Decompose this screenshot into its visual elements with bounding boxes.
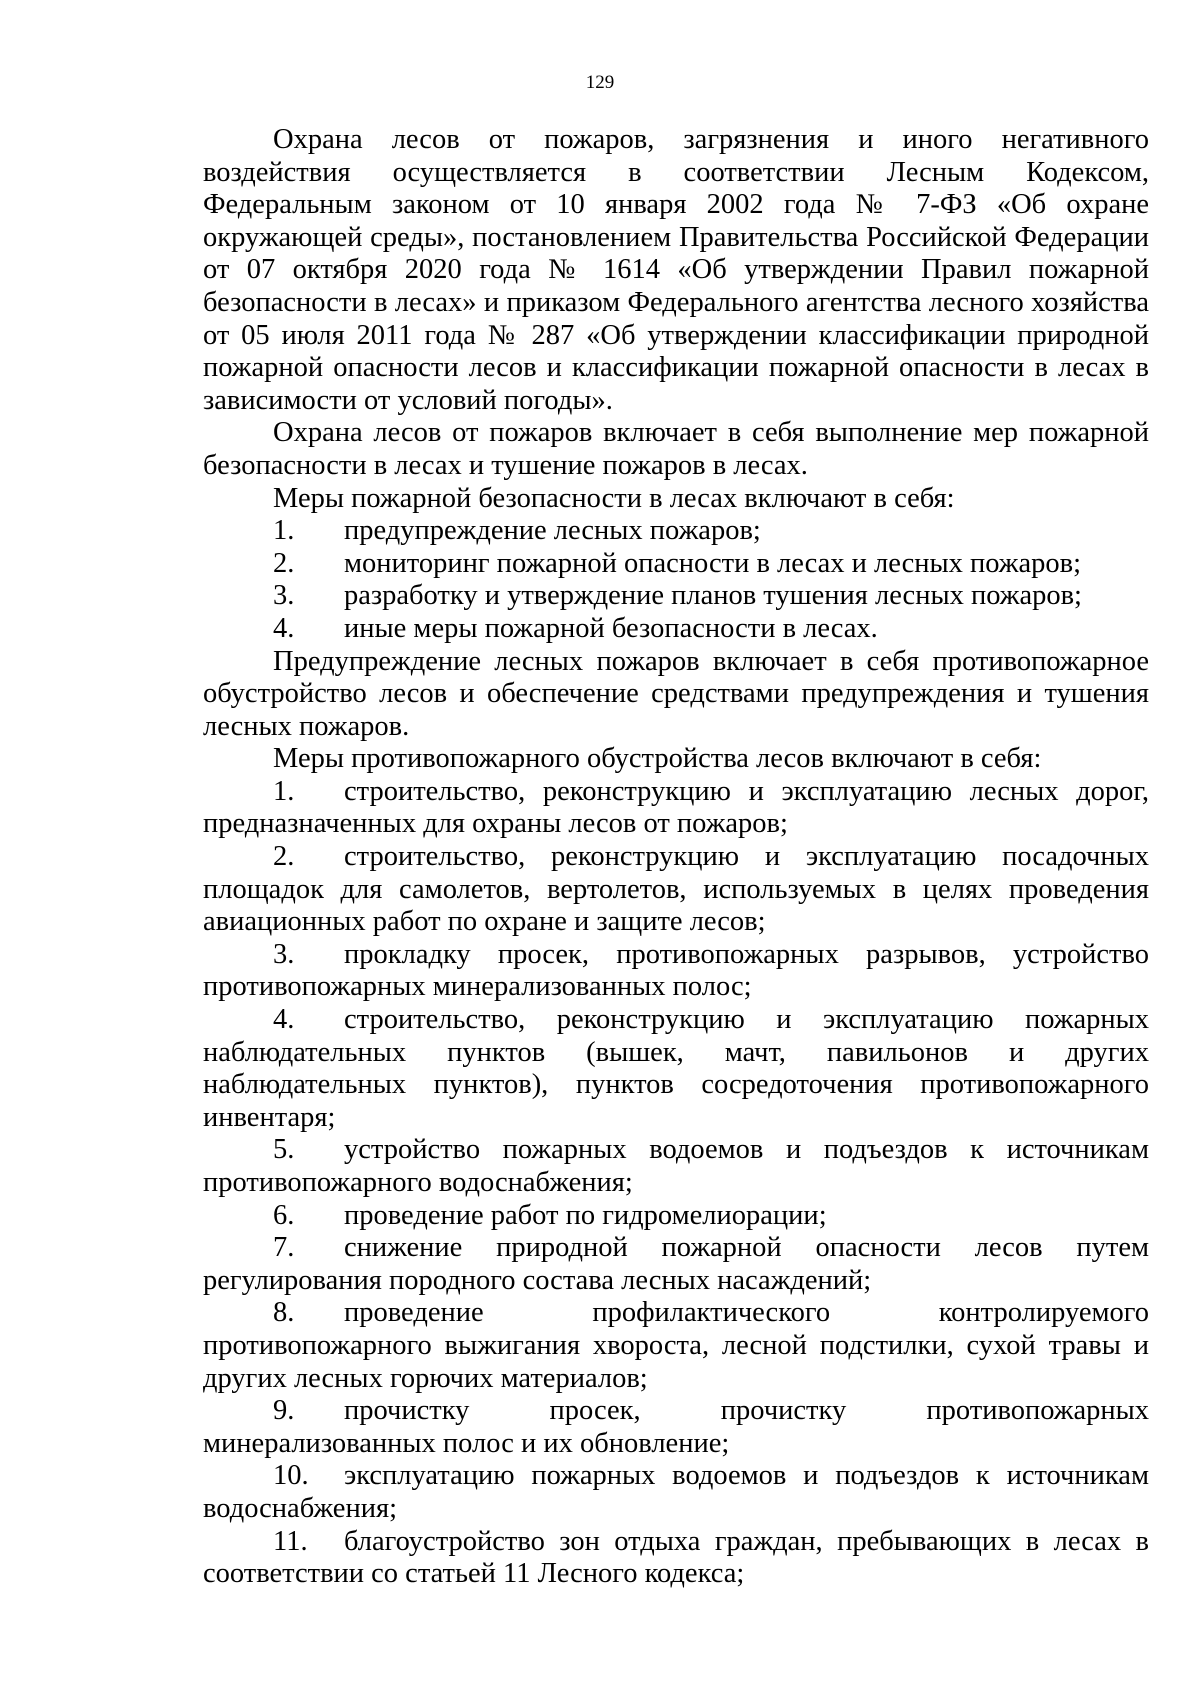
list-item-text: разработку и утверждение планов тушения лесных пожаров; <box>344 580 1082 612</box>
list-item-number: 7. <box>273 1232 295 1264</box>
page-number: 129 <box>585 72 615 93</box>
list-item-text: эксплуатацию пожарных водоемов и подъездов к источникам водоснабжения; <box>203 1460 1149 1524</box>
list-item <box>203 1526 1149 1591</box>
list-item <box>203 515 1149 548</box>
list-item-text: проведение работ по гидромелиорации; <box>344 1199 827 1231</box>
list-item-text: мониторинг пожарной опасности в лесах и лесных пожаров; <box>344 547 1082 579</box>
list-item <box>203 1004 1149 1134</box>
list-item <box>203 1232 1149 1297</box>
arrangement-measures-list <box>203 776 1149 1591</box>
list-item-number: 11. <box>273 1525 308 1557</box>
list-item <box>203 841 1149 939</box>
list-item <box>203 1460 1149 1525</box>
list-item-text: прокладку просек, противопожарных разрывов, устройство противопожарных минерализованных полос; <box>203 938 1149 1003</box>
list-item-text: строительство, реконструкцию и эксплуатацию посадочных площадок для самолетов, вертолетов, используемых в целях проведения авиационных работ по охране и защите лесов; <box>203 841 1149 938</box>
list-item <box>203 1200 1149 1233</box>
list-item <box>203 548 1149 581</box>
list-item <box>203 580 1149 613</box>
list-item-number: 3. <box>273 938 295 970</box>
list-item-number: 1. <box>273 515 295 547</box>
list-item <box>203 1297 1149 1395</box>
list-item-number: 4. <box>273 1004 295 1036</box>
paragraph-safety-measures-intro: Меры пожарной безопасности в лесах включают в себя: <box>273 482 955 514</box>
list-item-text: прочистку просек, прочистку противопожарных минерализованных полос и их обновление; <box>203 1395 1149 1459</box>
paragraph-protection-includes: Охрана лесов от пожаров включает в себя выполнение мер пожарной безопасности в лесах и тушение пожаров в лесах. <box>203 417 1149 481</box>
list-item-number: 1. <box>273 775 295 807</box>
safety-measures-list <box>203 515 1149 645</box>
list-item-number: 2. <box>273 547 295 579</box>
list-item-text: проведение профилактического контролируемого противопожарного выжигания хвороста, лесной подстилки, сухой травы и других лесных горючих материалов; <box>203 1297 1149 1394</box>
list-item-number: 9. <box>273 1395 295 1427</box>
paragraph-legal-basis: Охрана лесов от пожаров, загрязнения и иного негативного воздействия осуществляется в соответствии Лесным Кодексом, Федеральным законом от 10 января 2002 года № 7-ФЗ «Об охране окружающей среды», постановлением Правительства Российской Федерации от 07 октября 2020 года № 1614 «Об утверждении Правил пожарной безопасности в лесах» и приказом Федерального агентства лесного хозяйства от 05 июля 2011 года № 287 «Об утверждении классификации природной пожарной опасности лесов и классификации пожарной опасности в лесах в зависимости от условий погоды». <box>203 124 1149 416</box>
list-item-number: 4. <box>273 612 295 644</box>
list-item-text: устройство пожарных водоемов и подъездов к источникам противопожарного водоснабжения; <box>203 1134 1149 1198</box>
list-item-text: строительство, реконструкцию и эксплуатацию лесных дорог, предназначенных для охраны лесов от пожаров; <box>203 775 1149 840</box>
list-item-number: 3. <box>273 580 295 612</box>
list-item <box>203 776 1149 841</box>
paragraph-prevention: Предупреждение лесных пожаров включает в себя противопожарное обустройство лесов и обеспечение средствами предупреждения и тушения лесных пожаров. <box>203 645 1149 742</box>
list-item <box>203 1395 1149 1460</box>
paragraph-arrangement-intro: Меры противопожарного обустройства лесов включают в себя: <box>273 743 1042 775</box>
document-body <box>203 124 1149 1591</box>
list-item <box>203 939 1149 1004</box>
list-item-text: предупреждение лесных пожаров; <box>344 515 761 547</box>
list-item-text: благоустройство зон отдыха граждан, пребывающих в лесах в соответствии со статьей 11 Лесного кодекса; <box>203 1525 1149 1590</box>
list-item <box>203 613 1149 646</box>
list-item <box>203 1134 1149 1199</box>
list-item-text: иные меры пожарной безопасности в лесах. <box>344 612 878 644</box>
list-item-number: 10. <box>273 1460 309 1492</box>
list-item-text: строительство, реконструкцию и эксплуатацию пожарных наблюдательных пунктов (вышек, мачт, павильонов и других наблюдательных пунктов), пунктов сосредоточения противопожарного инвентаря; <box>203 1004 1149 1133</box>
list-item-number: 2. <box>273 841 295 873</box>
list-item-number: 5. <box>273 1134 295 1166</box>
list-item-number: 6. <box>273 1199 295 1231</box>
list-item-number: 8. <box>273 1297 295 1329</box>
list-item-text: снижение природной пожарной опасности лесов путем регулирования породного состава лесных насаждений; <box>203 1232 1149 1296</box>
